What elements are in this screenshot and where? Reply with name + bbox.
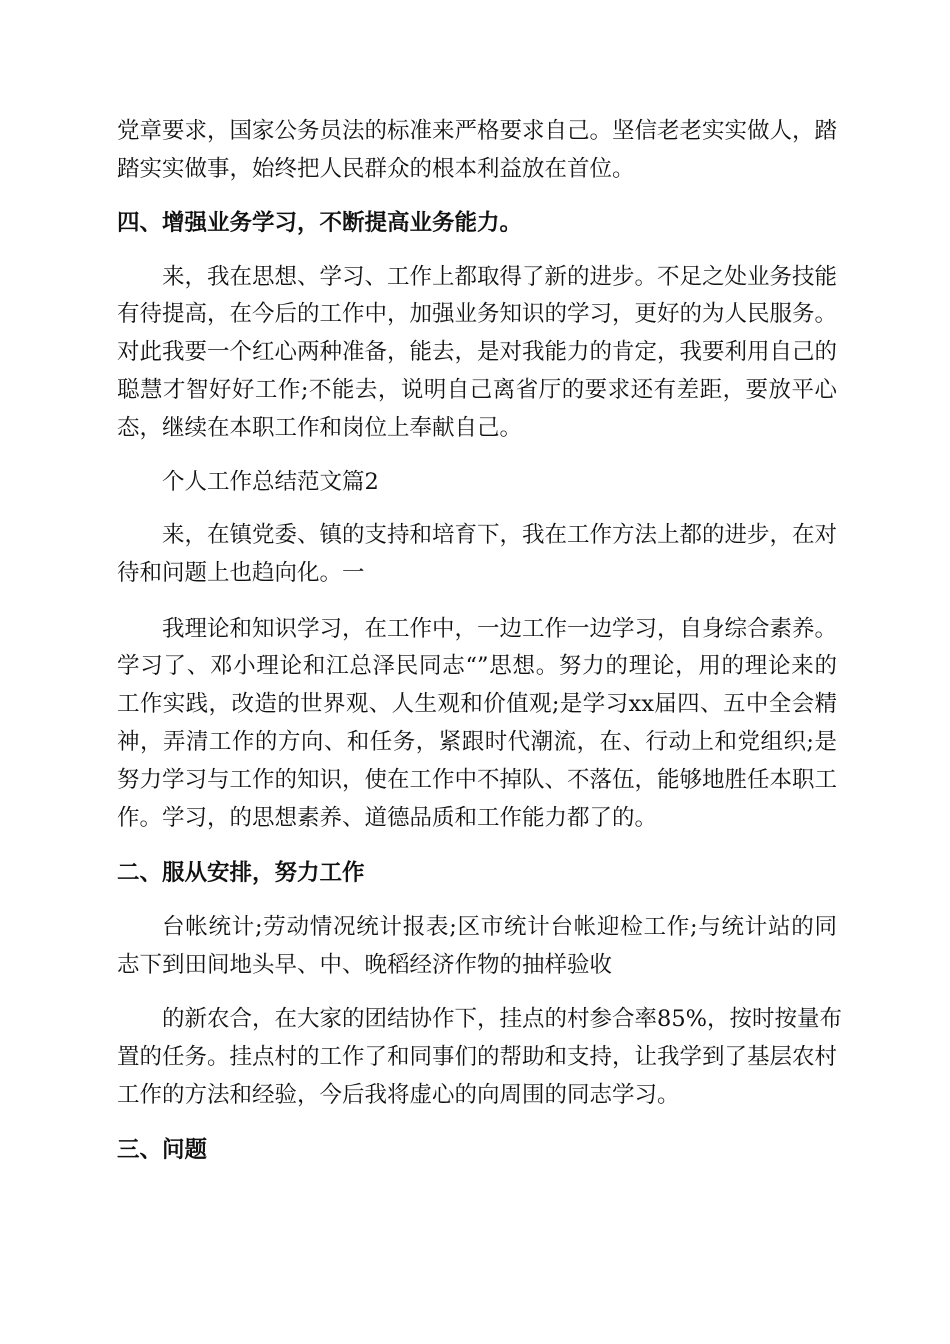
paragraph-line: 党章要求，国家公务员法的标准来严格要求自己。坚信老老实实做人，踏 bbox=[117, 118, 838, 144]
paragraph-line: 工作的方法和经验，今后我将虚心的向周围的同志学习。 bbox=[117, 1082, 680, 1108]
paragraph-line: 对此我要一个红心两种准备，能去，是对我能力的肯定，我要利用自己的 bbox=[117, 339, 838, 365]
paragraph-line: 我理论和知识学习，在工作中，一边工作一边学习，自身综合素养。 bbox=[162, 616, 838, 642]
section-heading: 三、问题 bbox=[117, 1137, 208, 1163]
paragraph-line: 台帐统计;劳动情况统计报表;区市统计台帐迎检工作;与统计站的同 bbox=[162, 914, 837, 940]
paragraph-line: 志下到田间地头早、中、晚稻经济作物的抽样验收 bbox=[117, 952, 613, 978]
paragraph-line: 置的任务。挂点村的工作了和同事们的帮助和支持，让我学到了基层农村 bbox=[117, 1044, 838, 1070]
paragraph-line: 待和问题上也趋向化。一 bbox=[117, 560, 365, 586]
paragraph-line: 聪慧才智好好工作;不能去，说明自己离省厅的要求还有差距，要放平心 bbox=[117, 377, 837, 403]
paragraph-line: 努力学习与工作的知识，使在工作中不掉队、不落伍，能够地胜任本职工 bbox=[117, 767, 838, 793]
paragraph-line: 态，继续在本职工作和岗位上奉献自己。 bbox=[117, 415, 523, 441]
paragraph-line: 来，在镇党委、镇的支持和培育下，我在工作方法上都的进步，在对 bbox=[162, 522, 838, 548]
paragraph-line: 有待提高，在今后的工作中，加强业务知识的学习，更好的为人民服务。 bbox=[117, 301, 838, 327]
paragraph-line: 踏实实做事，始终把人民群众的根本利益放在首位。 bbox=[117, 156, 635, 182]
paragraph-line: 来，我在思想、学习、工作上都取得了新的进步。不足之处业务技能 bbox=[162, 264, 838, 290]
paragraph-line: 的新农合，在大家的团结协作下，挂点的村参合率85%，按时按量布 bbox=[162, 1006, 843, 1032]
section-heading: 四、增强业务学习，不断提高业务能力。 bbox=[117, 210, 523, 236]
section-heading: 二、服从安排，努力工作 bbox=[117, 860, 365, 886]
article-subtitle: 个人工作总结范文篇2 bbox=[162, 469, 379, 495]
paragraph-line: 工作实践，改造的世界观、人生观和价值观;是学习xx届四、五中全会精 bbox=[117, 691, 837, 717]
paragraph-line: 神，弄清工作的方向、和任务，紧跟时代潮流，在、行动上和党组织;是 bbox=[117, 729, 837, 755]
paragraph-line: 作。学习，的思想素养、道德品质和工作能力都了的。 bbox=[117, 805, 658, 831]
paragraph-line: 学习了、邓小理论和江总泽民同志“”思想。努力的理论，用的理论来的 bbox=[117, 653, 837, 679]
